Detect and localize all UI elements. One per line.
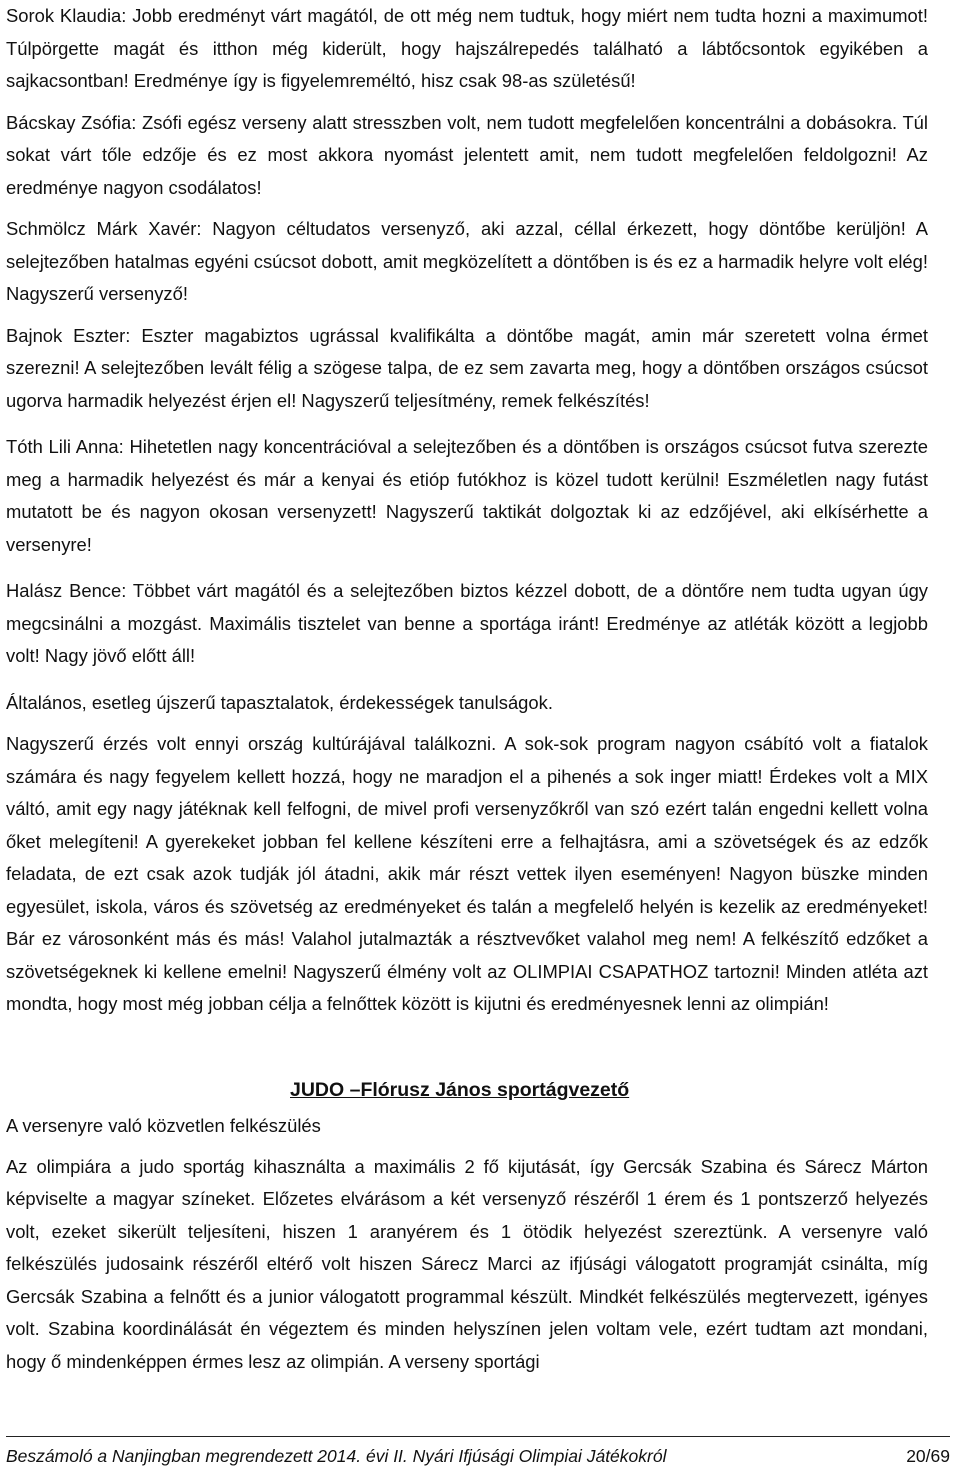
document-page bbox=[6, 0, 928, 1378]
footer-title: Beszámoló a Nanjingban megrendezett 2014. évi II. Nyári Ifjúsági Olimpiai Játékokról bbox=[6, 1446, 667, 1466]
athlete-paragraph-halasz: Halász Bence: Többet várt magától és a selejtezőben biztos kézzel dobott, de a döntőre nem tudta ugyan úgy megcsinálni a mozgást. Maximális tisztelet van benne a sportága iránt! Eredménye az atléták között a legjobb volt! Nagy jövő előtt áll! bbox=[6, 580, 928, 666]
page-footer bbox=[6, 1436, 950, 1469]
judo-subheading: A versenyre való közvetlen felkészülés bbox=[6, 1114, 321, 1136]
general-experience-text: Nagyszerű érzés volt ennyi ország kultúrájával találkozni. A sok-sok program nagyon csábító volt a fiatalok számára és nagy fegyelem kellett hozzá, hogy ne maradjon el a pihenés a sok inger miatt! Érdekes volt a MIX váltó, amit egy nagy játéknak kell felfogni, de mivel profi versenyzőkről van szó ezért talán engedni kellett volna őket melegíteni! A gyerekeket jobban fel kellene készíteni erre a felhajtásra, ami a szövetségek és az edzők feladata, de ezt csak azok tudják jól átadni, akik már részt vettek ilyen eseményen! Nagyon büszke minden egyesület, iskola, város és szövetség az eredményeket és talán a megfelelő helyén is kezelik az eredményeket! Bár ez városonként más és más! Valahol jutalmazták a résztvevőket valahol meg nem! A felkészítő edzőket a szövetségeknek ki kellene emelni! Nagyszerű élmény volt az OLIMPIAI CSAPATHOZ tartozni! Minden atléta azt mondta, hogy most még jobban célja a felnőttek között is kijutni és eredményesnek lenni az olimpián! bbox=[6, 733, 928, 1014]
athlete-paragraph-schmolcz: Schmölcz Márk Xavér: Nagyon céltudatos versenyző, aki azzal, céllal érkezett, hogy döntőbe kerüljön! A selejtezőben hatalmas egyéni csúcsot dobott, amit megközelített a döntőben is és ez a harmadik helyre volt elég! Nagyszerű versenyző! bbox=[6, 218, 928, 304]
general-heading: Általános, esetleg újszerű tapasztalatok, érdekességek tanulságok. bbox=[6, 691, 553, 713]
athlete-paragraph-bajnok: Bajnok Eszter: Eszter magabiztos ugrással kvalifikálta a döntőbe magát, amin már szeretett volna érmet szerezni! A selejtezőben levált félig a szögese talpa, de ez sem zavarta meg, hogy a döntőben országos csúcsot ugorva harmadik helyezést érjen el! Nagyszerű teljesítmény, remek felkészítés! bbox=[6, 324, 928, 411]
judo-section-text: Az olimpiára a judo sportág kihasználta a maximális 2 fő kijutását, így Gercsák Szabina és Sárecz Márton képviselte a magyar színeket. Előzetes elvárásom a két versenyző részéről 1 érem és 1 pontszerző helyezés volt, ezeket sikerült teljesíteni, hiszen 1 aranyérem és 1 ötödik helyezést szereztünk. A versenyre való felkészülés judosaink részéről eltérő volt hiszen Sárecz Marci az ifjúsági válogatott programját csinálta, míg Gercsák Szabina a felnőtt és a junior válogatott programmal készült. Mindkét felkészülés megtervezett, igényes volt. Szabina koordinálását én végeztem és minden helyszínen jelen voltam vele, ezért tudtam azt mondani, hogy ő mindenképpen érmes lesz az olimpián. A verseny sportági bbox=[6, 1155, 928, 1372]
page-number: 20/69 bbox=[906, 1446, 950, 1466]
judo-section-header bbox=[6, 1073, 928, 1137]
athlete-paragraph-bacskay: Bácskay Zsófia: Zsófi egész verseny alatt stresszben volt, nem tudott megfelelően koncentrálni a dobásokra. Túl sokat várt tőle edzője és ez most akkora nyomást jelentett amit, nem tudott megfelelően feldolgozni! Az eredménye nagyon csodálatos! bbox=[6, 111, 928, 198]
judo-section-title: JUDO –Flórusz János sportágvezető bbox=[290, 1078, 630, 1101]
athlete-paragraph-sorok: Sorok Klaudia: Jobb eredményt várt magától, de ott még nem tudtuk, hogy miért nem tudta hozni a maximumot! Túlpörgette magát és itthon még kiderült, hogy hajszálrepedés található a lábtőcsontok egyikében a sajkacsontban! Eredménye így is figyelemreméltó, hisz csak 98-as születésű! bbox=[6, 5, 928, 91]
athlete-paragraph-toth: Tóth Lili Anna: Hihetetlen nagy koncentrációval a selejtezőben és a döntőben is országos csúcsot futva szerezte meg a harmadik helyezést és már a kenyai és etióp futókhoz is közel tudott kerülni! Eszméletlen nagy futást mutatott be és nagyon okosan versenyzett! Nagyszerű taktikát dolgoztak ki az edzőjével, aki elkísérhette a versenyre! bbox=[6, 436, 928, 555]
